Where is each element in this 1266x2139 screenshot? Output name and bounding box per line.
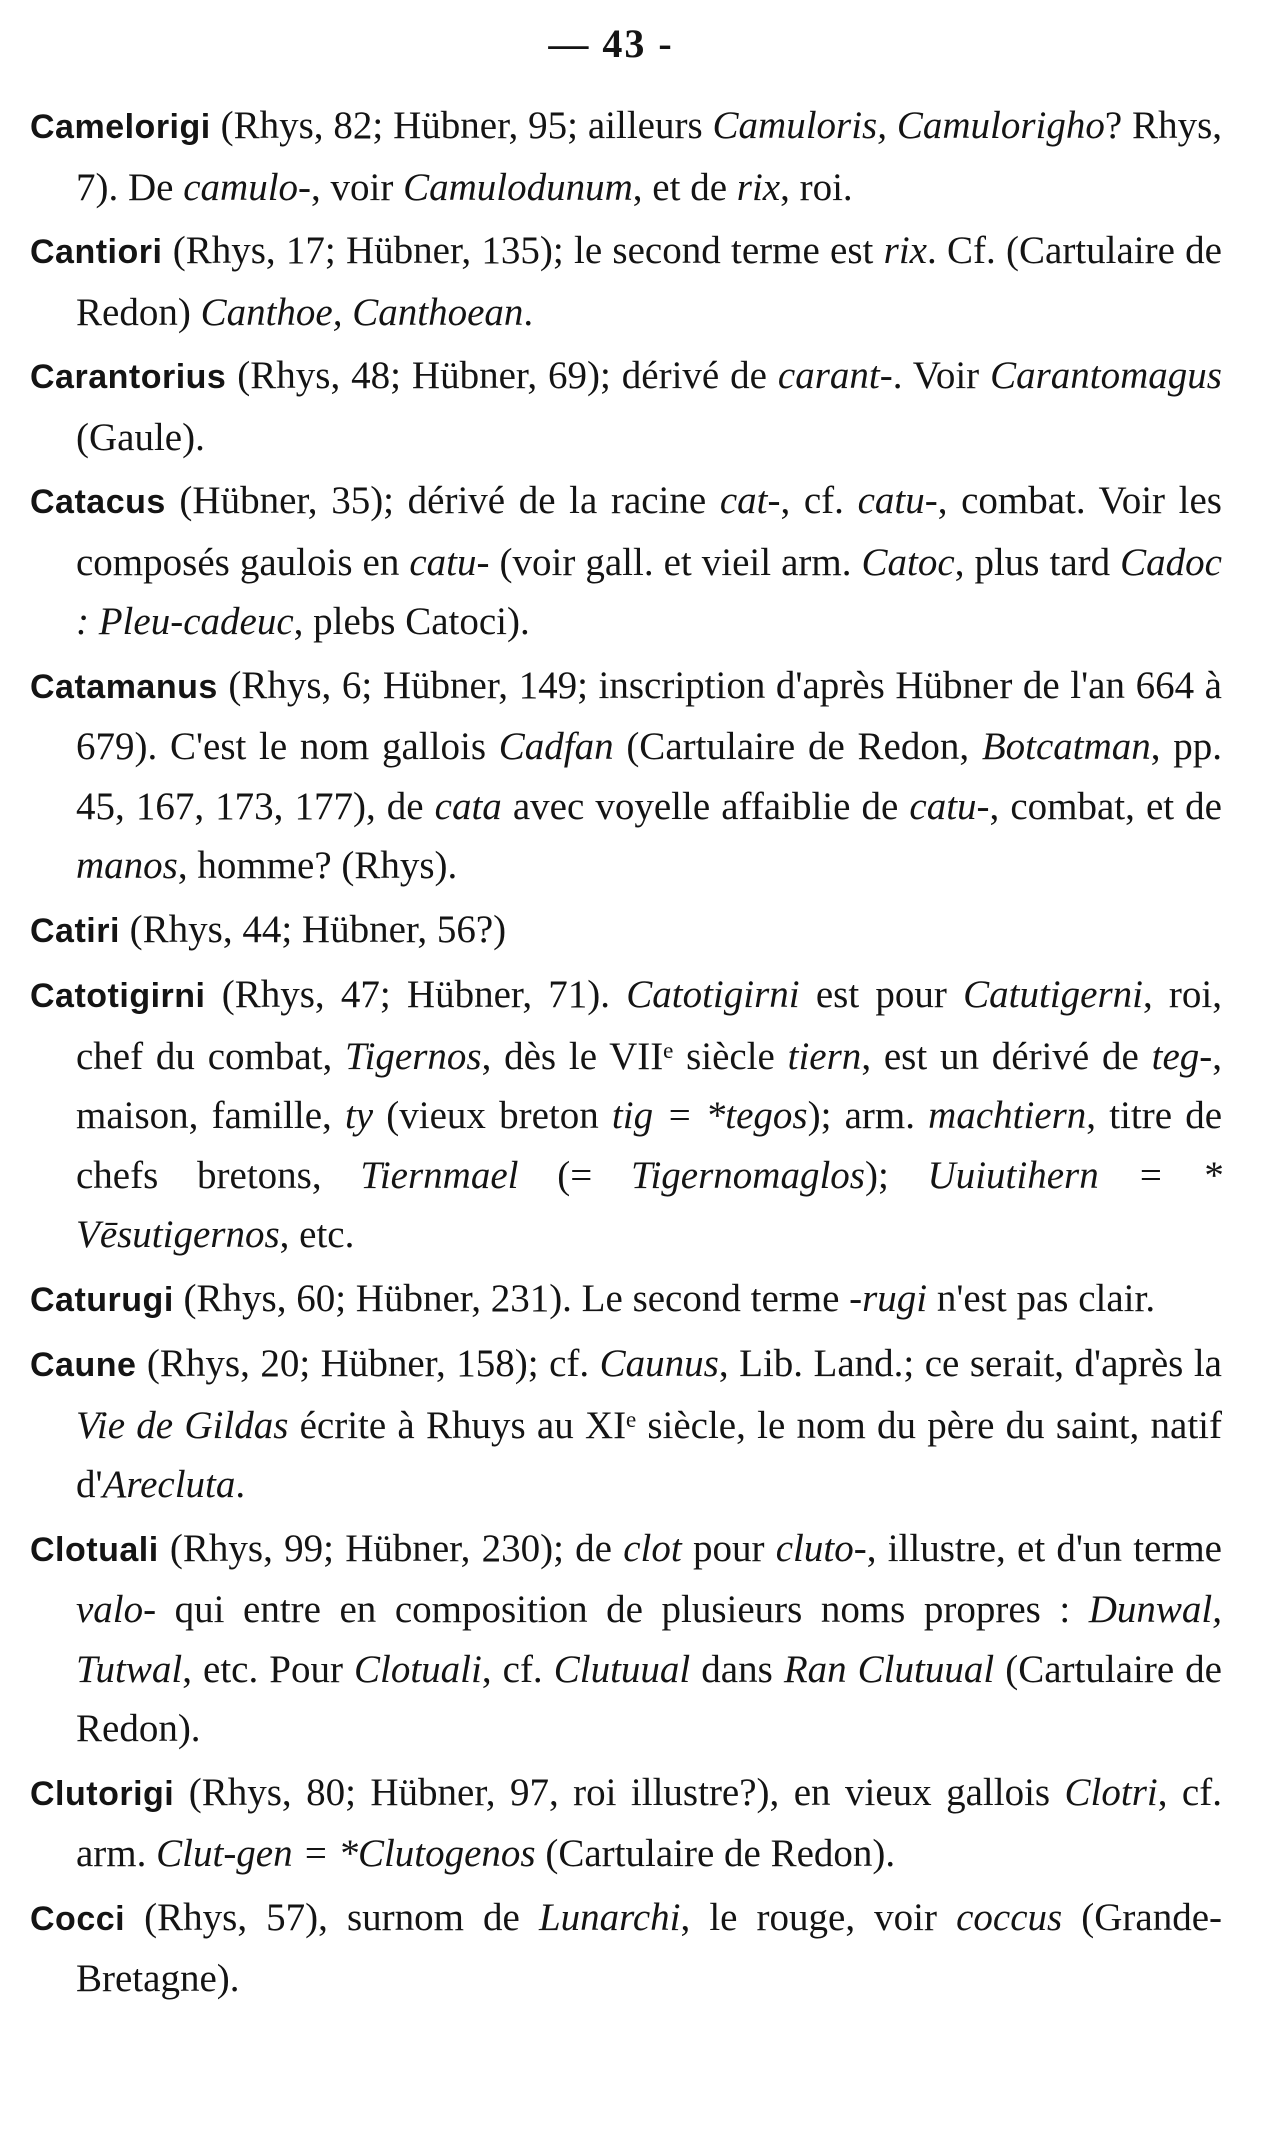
entry-text: (vieux breton — [373, 1094, 612, 1137]
entry-italic-term: valo- — [76, 1588, 157, 1631]
page-number: — 43 - — [548, 21, 674, 66]
entry-headword: Catacus — [30, 483, 166, 521]
entry-italic-term: manos — [76, 844, 178, 887]
entry-text: , cf. — [481, 1647, 554, 1691]
entry-italic-term: tiern — [787, 1034, 862, 1078]
entry-italic-term: Catutigerni — [963, 973, 1143, 1016]
entry-text: , Lib. Land.; ce serait, d'après la — [718, 1342, 1222, 1385]
entry-italic-term: Catoc — [861, 540, 955, 584]
entry-text: . Cf. (Cartulaire de Redon) — [76, 229, 1222, 334]
entry-text: dans — [690, 1647, 784, 1691]
entry-text: ? Rhys, 7). De — [76, 104, 1222, 209]
entry-italic-term: Arecluta — [102, 1463, 236, 1506]
entry-italic-term: Clotuali — [353, 1647, 482, 1691]
glossary-entry — [30, 346, 1222, 467]
glossary-entry — [30, 965, 1222, 1265]
entry-text: , et de — [632, 165, 737, 209]
entry-text: écrite à Rhuys au XIᵉ siècle, le nom du père du saint, natif d' — [76, 1403, 1222, 1506]
entry-text: , dès le VIIᵉ siècle — [481, 1034, 788, 1078]
glossary-entry — [30, 1888, 1222, 2009]
entry-italic-term: Caunus — [599, 1342, 719, 1385]
entry-text: est pour — [799, 973, 964, 1016]
entry-text: (voir gall. et vieil arm. — [489, 540, 862, 584]
entry-italic-term: Uuiutihern = * Vēsutigernos — [76, 1153, 1222, 1256]
entry-headword: Carantorius — [30, 358, 227, 396]
entry-italic-term: clot — [623, 1526, 682, 1570]
entry-italic-term: teg- — [1151, 1034, 1213, 1078]
entry-text: , plebs Catoci). — [293, 600, 530, 643]
entry-text: (= — [518, 1153, 631, 1197]
entry-text: (Rhys, 17; Hübner, 135); le second terme est — [162, 229, 884, 272]
entry-italic-term: Clutuual — [553, 1647, 691, 1691]
entry-italic-term: Vie de Gildas — [76, 1403, 289, 1447]
entry-text: (Rhys, 57), surnom de — [125, 1895, 539, 1939]
entry-text: , maison, famille, — [76, 1034, 1222, 1137]
entry-text: , le rouge, voir — [680, 1895, 957, 1939]
entry-italic-term: camulo- — [183, 165, 312, 209]
entry-text: (Rhys, 48; Hübner, 69); dérivé de — [226, 354, 778, 397]
entry-text: (Grande-Bretagne). — [76, 1895, 1223, 2000]
entry-text: . — [523, 290, 534, 334]
entry-italic-term: cluto- — [775, 1526, 867, 1570]
entry-text: (Rhys, 80; Hübner, 97, roi illustre?), en vieux gallois — [174, 1770, 1065, 1814]
entry-italic-term: Camulodunum — [403, 165, 633, 209]
entry-text: , etc. — [279, 1213, 355, 1256]
entry-headword: Catamanus — [30, 667, 218, 706]
entry-italic-term: catu- — [409, 540, 490, 584]
entry-text: ); — [864, 1153, 928, 1197]
entry-italic-term: Cadfan — [498, 725, 614, 768]
entry-italic-term: Tiernmael — [360, 1153, 519, 1197]
entry-italic-term: Botcatman — [981, 725, 1151, 768]
entry-text: (Rhys, 44; Hübner, 56?) — [119, 907, 507, 951]
entry-text: (Rhys, 82; Hübner, 95; ailleurs — [210, 104, 713, 147]
entry-headword: Caune — [30, 1346, 137, 1384]
entry-text: , etc. Pour — [182, 1647, 354, 1691]
entry-italic-term: Ran Clutuual — [783, 1647, 995, 1691]
entry-italic-term: Lunarchi — [538, 1895, 681, 1939]
entry-text: (Cartulaire de Redon). — [76, 1647, 1222, 1750]
entry-italic-term: cata — [434, 784, 502, 828]
entry-italic-term: Clut-gen = *Clutogenos — [156, 1832, 536, 1875]
glossary-entry — [30, 900, 1222, 962]
entry-text: avec voyelle affaiblie de — [501, 784, 910, 828]
entry-text: , plus tard — [954, 540, 1121, 584]
entry-italic-term: Dunwal, Tutwal — [76, 1588, 1222, 1691]
glossary-entry — [30, 96, 1222, 217]
entry-headword: Clotuali — [30, 1530, 159, 1569]
entry-headword: Camelorigi — [30, 108, 211, 146]
entry-text: (Rhys, 60; Hübner, 231). Le second terme — [173, 1276, 850, 1320]
entry-text: , homme? (Rhys). — [177, 844, 458, 887]
glossary-entry — [30, 656, 1222, 896]
entry-text: , illustre, et d'un terme — [866, 1526, 1222, 1570]
entry-headword: Catiri — [30, 911, 120, 950]
entry-text: (Rhys, 99; Hübner, 230); de — [158, 1526, 624, 1570]
entry-italic-term: Cadoc : Pleu-cadeuc — [76, 540, 1222, 643]
entry-text: (Rhys, 47; Hübner, 71). — [205, 973, 627, 1016]
entry-italic-term: ty — [344, 1094, 374, 1137]
entry-italic-term: machtiern — [928, 1094, 1087, 1137]
entry-italic-term: Tigernomaglos — [630, 1153, 865, 1197]
entry-text: n'est pas clair. — [927, 1276, 1156, 1320]
entry-text: (Cartulaire de Redon). — [535, 1832, 896, 1875]
entry-italic-term: Clotri — [1064, 1770, 1158, 1814]
glossary-entry — [30, 471, 1222, 652]
entry-text: (Gaule). — [76, 415, 205, 459]
glossary-entry — [30, 1334, 1222, 1515]
entry-text: (Cartulaire de Redon, — [613, 725, 982, 768]
entry-italic-term: rix — [883, 229, 927, 272]
glossary-entry — [30, 1269, 1222, 1331]
entry-text: , est un dérivé de — [861, 1034, 1152, 1078]
entry-headword: Catotigirni — [30, 977, 206, 1015]
entry-headword: Caturugi — [30, 1280, 174, 1319]
entry-italic-term: Catotigirni — [626, 973, 800, 1016]
entry-italic-term: Carantomagus — [990, 354, 1222, 397]
entry-text: , voir — [311, 165, 404, 209]
entry-text: , pp. 45, 167, 173, 177), de — [76, 725, 1223, 828]
entry-italic-term: tig = *tegos — [611, 1094, 808, 1137]
glossary-entries — [30, 96, 1222, 2009]
entry-text: qui entre en composition de plusieurs noms propres : — [156, 1588, 1089, 1631]
entry-headword: Cantiori — [30, 233, 163, 271]
entry-text: . Voir — [892, 354, 991, 397]
entry-italic-term: catu- — [909, 784, 990, 828]
entry-italic-term: Canthoe, Canthoean — [200, 290, 524, 334]
entry-text: , combat. Voir les composés gaulois en — [76, 479, 1222, 584]
glossary-entry — [30, 1519, 1222, 1759]
entry-text: , roi. — [780, 165, 853, 209]
entry-italic-term: coccus — [956, 1895, 1063, 1939]
entry-text: ); arm. — [807, 1094, 929, 1137]
entry-text: (Rhys, 20; Hübner, 158); cf. — [136, 1342, 600, 1385]
entry-text: , cf. arm. — [76, 1770, 1222, 1875]
entry-italic-term: -rugi — [849, 1276, 928, 1320]
glossary-entry — [30, 1763, 1222, 1884]
entry-headword: Clutorigi — [30, 1774, 175, 1813]
entry-italic-term: Tigernos — [345, 1034, 482, 1078]
entry-italic-term: cat- — [719, 479, 781, 522]
entry-text: , combat, et de — [989, 784, 1222, 828]
entry-headword: Cocci — [30, 1899, 126, 1938]
entry-italic-term: rix — [736, 165, 781, 209]
entry-italic-term: carant- — [777, 354, 893, 397]
entry-text: (Hübner, 35); dérivé de la racine — [165, 479, 720, 522]
entry-text: (Rhys, 6; Hübner, 149; inscription d'après Hübner de l'an 664 à 679). C'est le nom gallois — [76, 663, 1222, 768]
entry-text: pour — [681, 1526, 776, 1570]
glossary-entry — [30, 221, 1222, 342]
entry-text: , titre de chefs bretons, — [76, 1094, 1223, 1197]
entry-text: , cf. — [780, 479, 858, 522]
entry-italic-term: catu- — [857, 479, 938, 522]
entry-text: . — [235, 1463, 246, 1506]
entry-text: , roi, chef du combat, — [76, 973, 1222, 1078]
entry-italic-term: Camuloris, Camulorigho — [712, 104, 1105, 147]
